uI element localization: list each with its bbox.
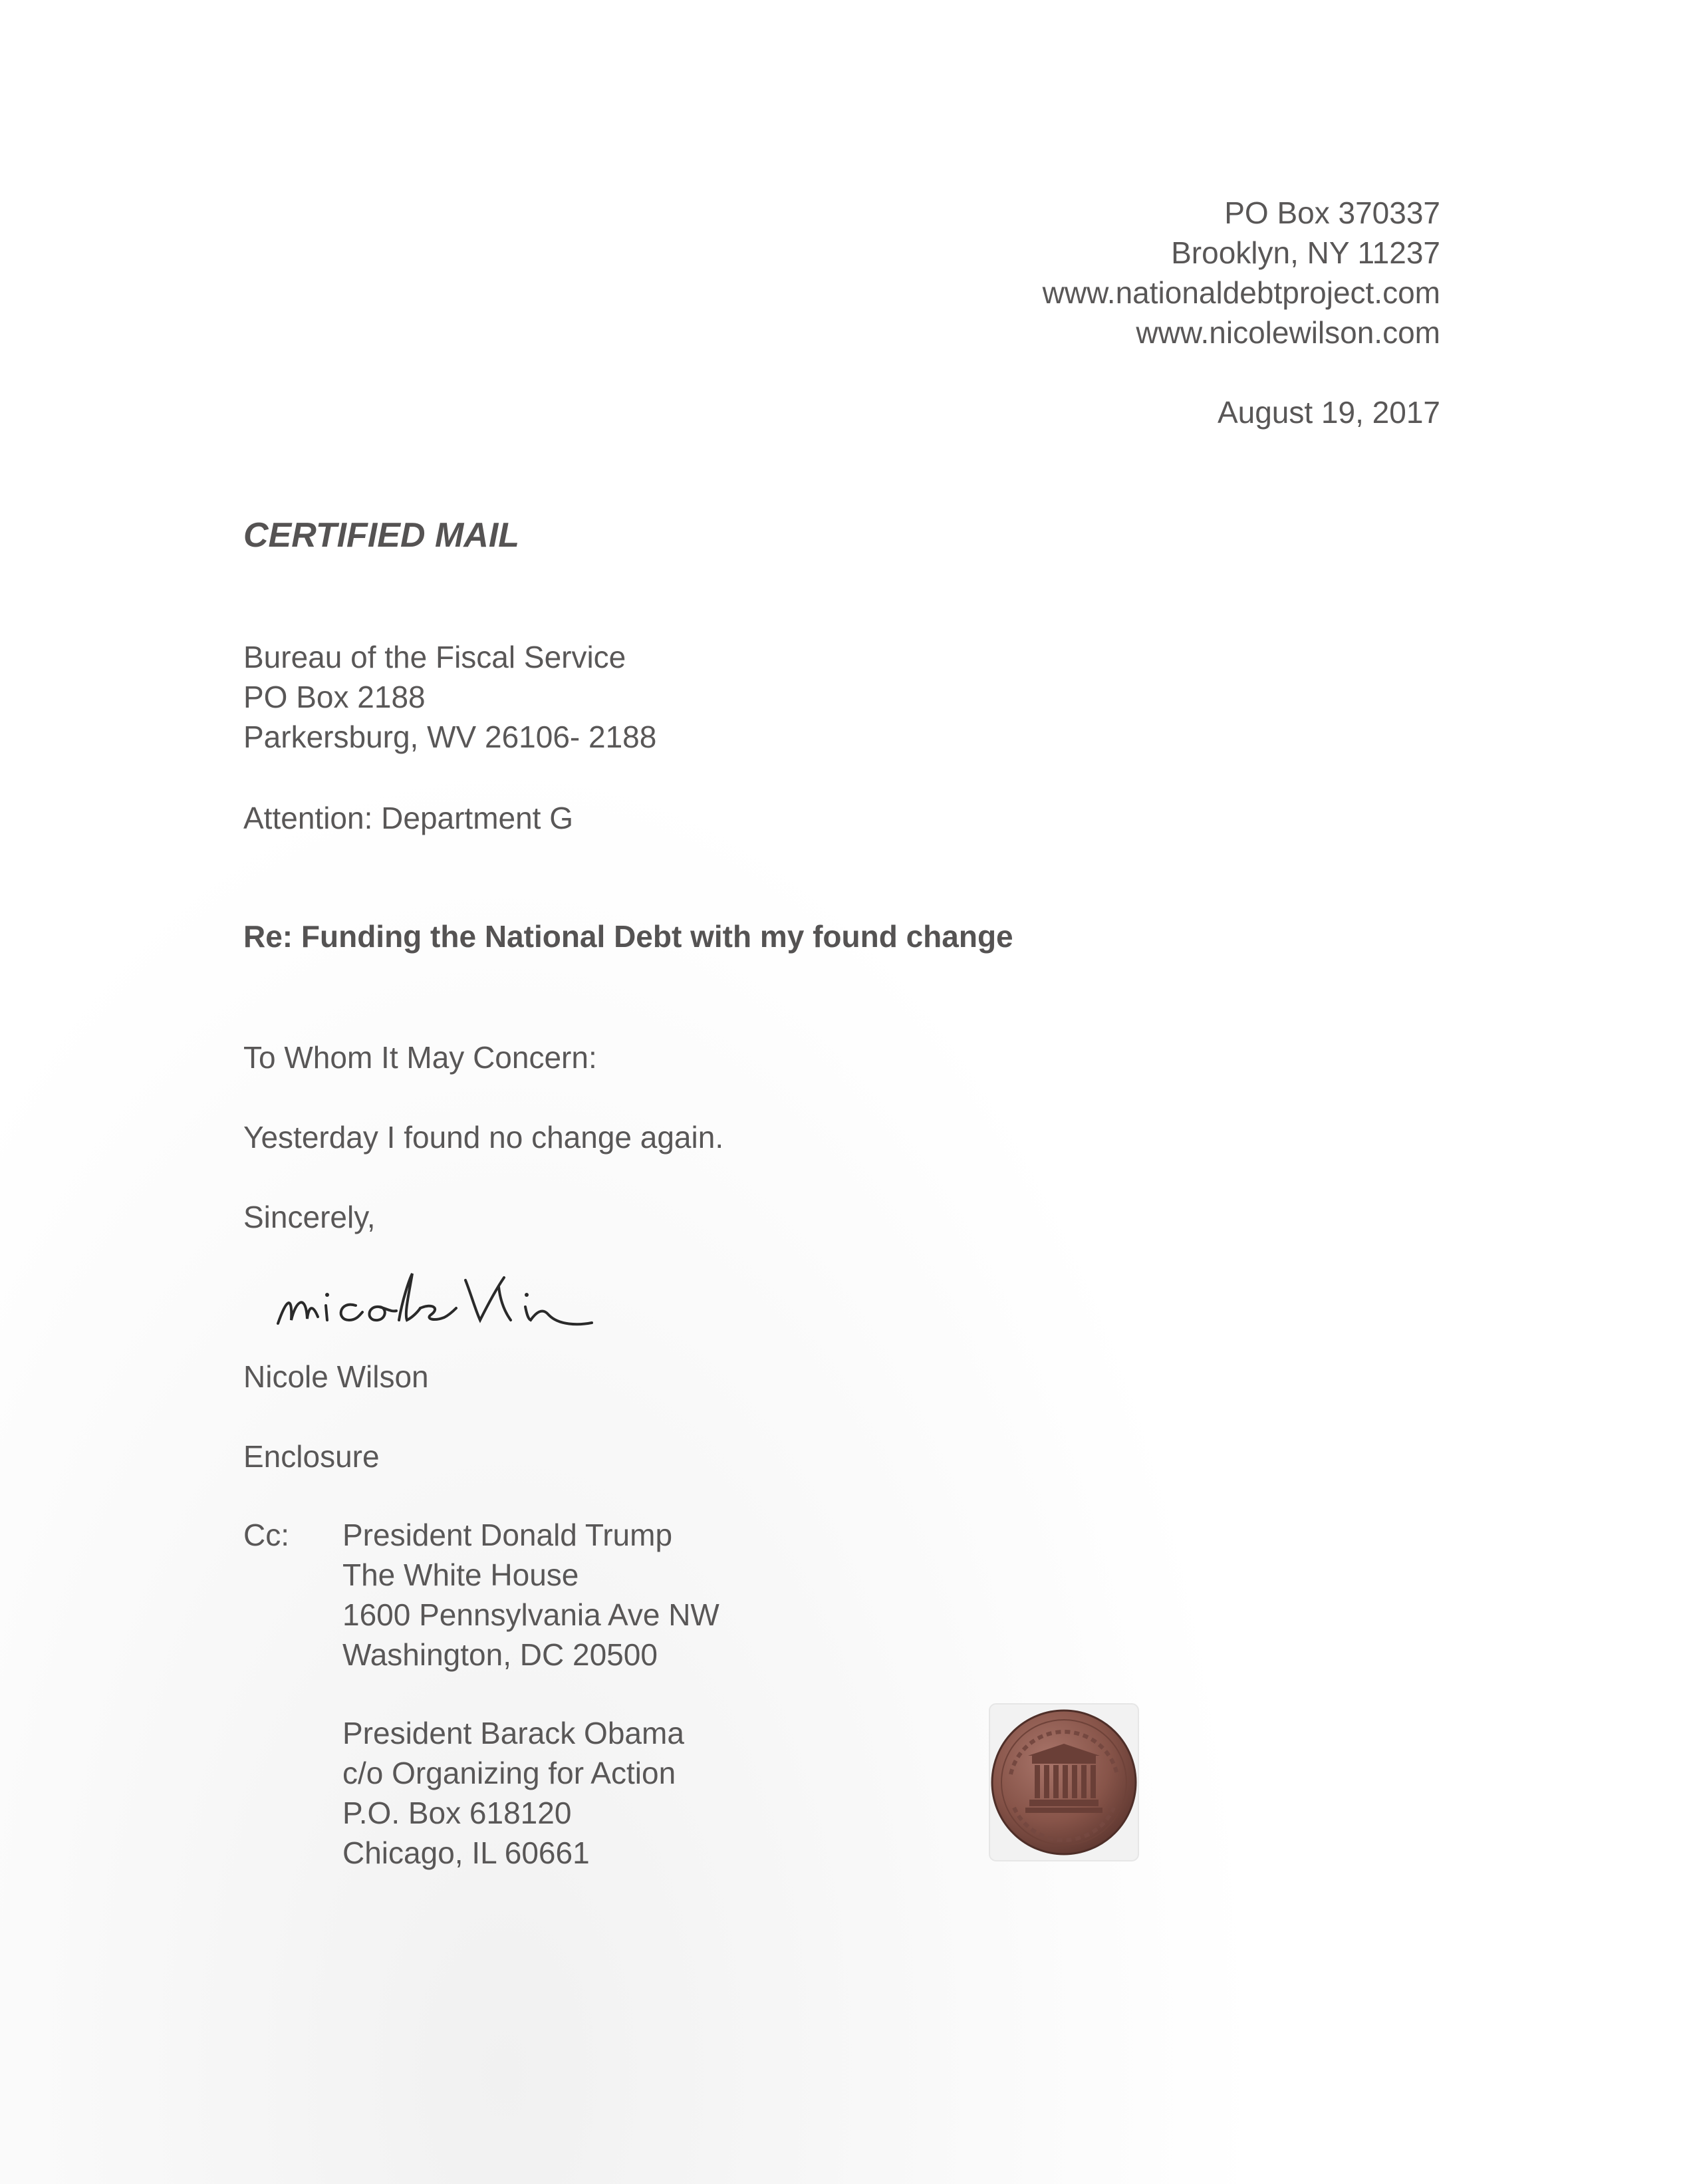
cc-label: Cc:	[243, 1518, 289, 1552]
enclosure-text: Enclosure	[243, 1439, 380, 1474]
penny-coin-icon	[977, 1695, 1150, 1867]
sender-website-line: www.nicolewilson.com	[1136, 315, 1440, 350]
enclosure-note	[243, 1436, 380, 1476]
body-text: Yesterday I found no change again.	[243, 1120, 724, 1155]
signer-name	[243, 1357, 429, 1397]
attention-line	[243, 798, 573, 838]
cc-address-line: Chicago, IL 60661	[342, 1836, 590, 1870]
sender-address	[1043, 193, 1440, 352]
cc-address-line: President Barack Obama	[342, 1716, 684, 1750]
cc-address-line: Washington, DC 20500	[342, 1637, 658, 1672]
recipient-address-line: Bureau of the Fiscal Service	[243, 640, 626, 674]
cc-address-line: President Donald Trump	[342, 1518, 673, 1552]
attention-text: Attention: Department G	[243, 801, 574, 835]
salutation-text: To Whom It May Concern:	[243, 1040, 597, 1075]
cc-recipient-trump	[342, 1515, 719, 1675]
recipient-address-line: Parkersburg, WV 26106- 2188	[243, 720, 657, 754]
sender-website-line: www.nationaldebtproject.com	[1042, 275, 1440, 310]
letter-date: August 19, 2017	[1217, 395, 1440, 430]
subject-line: Re: Funding the National Debt with my found change	[243, 919, 1013, 954]
handwritten-signature	[266, 1254, 665, 1347]
cc-address-line: c/o Organizing for Action	[342, 1756, 676, 1790]
closing-text: Sincerely,	[243, 1200, 376, 1234]
closing	[243, 1197, 376, 1237]
cc-address-line: P.O. Box 618120	[342, 1796, 572, 1830]
cc-address-line: 1600 Pennsylvania Ave NW	[342, 1597, 719, 1632]
letter-body	[243, 1117, 723, 1157]
cc-recipient-obama	[342, 1713, 684, 1873]
salutation	[243, 1037, 597, 1077]
certified-mail-heading: CERTIFIED MAIL	[243, 516, 520, 555]
sender-address-line: Brooklyn, NY 11237	[1171, 235, 1440, 270]
recipient-address-line: PO Box 2188	[243, 680, 426, 714]
recipient-address	[243, 637, 656, 757]
sender-address-line: PO Box 370337	[1224, 196, 1440, 230]
cc-address-line: The White House	[342, 1558, 579, 1592]
signer-name-text: Nicole Wilson	[243, 1359, 429, 1394]
